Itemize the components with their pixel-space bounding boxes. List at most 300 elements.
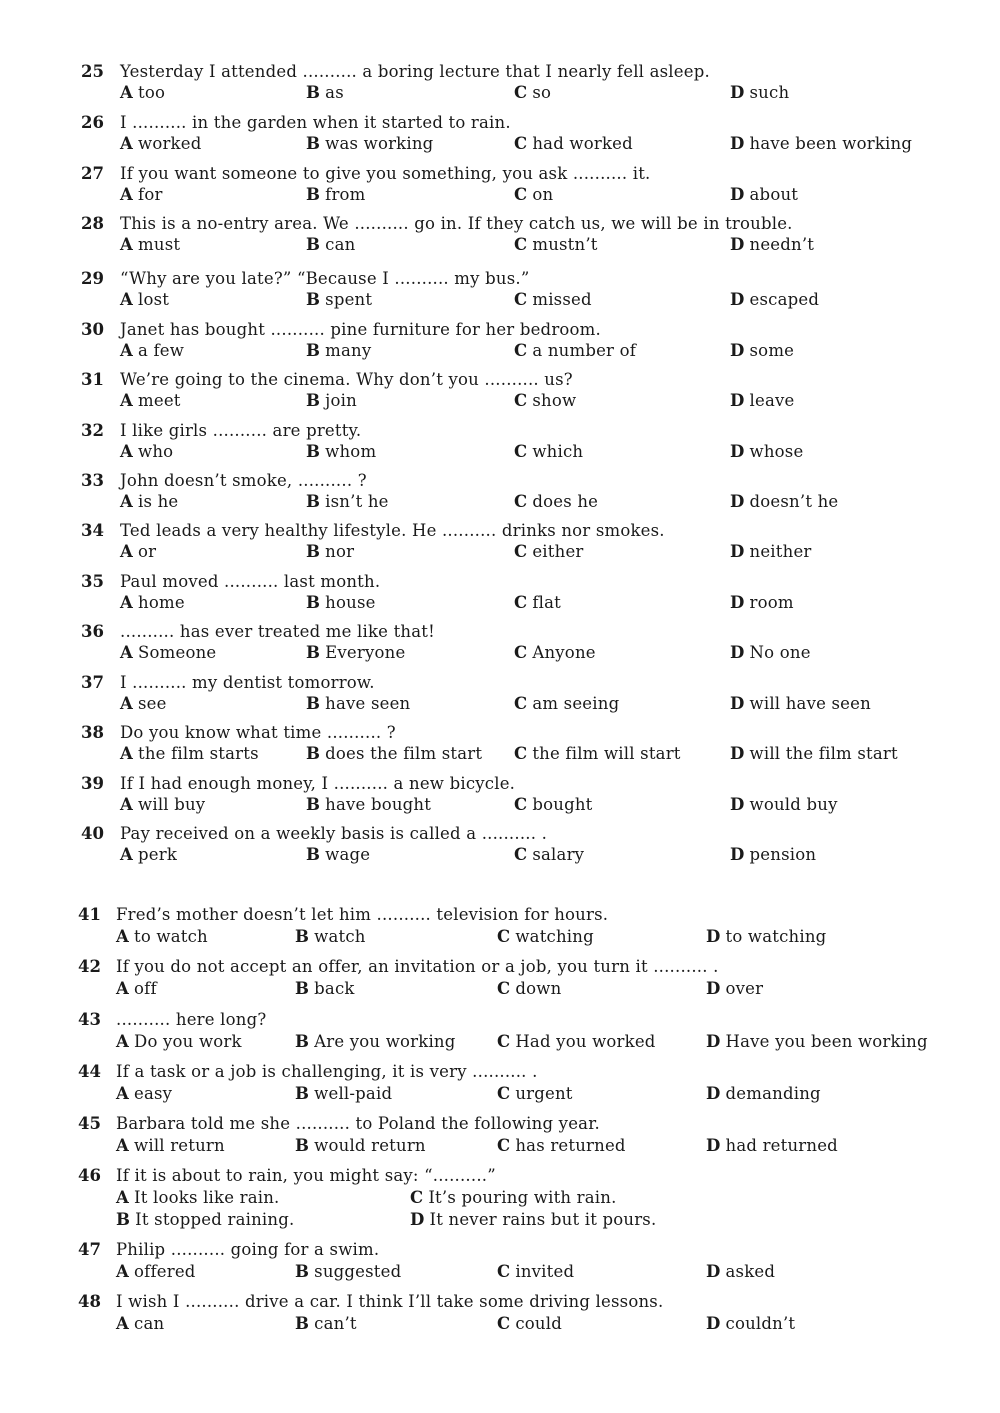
question-stem: If you want someone to give you something, you ask .......... it. [120,164,651,183]
option-letter: D [706,1084,721,1103]
option-letter: C [514,83,528,102]
question-number: 43 [78,1010,101,1029]
option-letter: D [730,185,745,204]
option-text: show [532,391,577,410]
option-d[interactable] [730,83,789,102]
option-a[interactable] [120,643,216,662]
option-d[interactable] [706,1032,928,1051]
question-number: 42 [78,957,101,976]
option-text: It stopped raining. [135,1210,295,1229]
option-letter: A [120,391,134,410]
option-a[interactable] [116,927,208,946]
option-text: Are you working [314,1032,456,1051]
option-letter: D [730,442,745,461]
option-c[interactable] [497,1084,573,1103]
option-letter: A [120,235,134,254]
option-a[interactable] [116,1032,242,1051]
option-c[interactable] [514,542,584,561]
option-text: will the film start [749,744,898,763]
option-b[interactable] [295,979,355,998]
option-c[interactable] [497,1136,626,1155]
option-text: does he [532,492,599,511]
option-letter: D [730,845,745,864]
option-b[interactable] [295,1136,426,1155]
option-text: must [138,235,181,254]
question-number: 25 [81,62,104,81]
option-text: suggested [314,1262,402,1281]
option-text: nor [325,542,355,561]
question-number: 30 [81,320,104,339]
option-letter: B [306,795,321,814]
option-text: meet [138,391,181,410]
question-30 [81,320,980,370]
option-text: No one [749,643,811,662]
option-letter: B [306,492,321,511]
option-text: easy [134,1084,173,1103]
option-a[interactable] [120,593,185,612]
option-c[interactable] [514,694,619,713]
option-text: can’t [314,1314,357,1333]
option-c[interactable] [514,341,636,360]
option-text: home [138,593,185,612]
option-letter: B [306,593,321,612]
question-stem: “Why are you late?” “Because I .......... my bus.” [120,269,530,288]
option-text: Someone [138,643,217,662]
option-text: perk [138,845,178,864]
option-text: will buy [138,795,206,814]
option-d[interactable] [410,1210,656,1229]
option-letter: A [116,1262,130,1281]
option-text: see [138,694,167,713]
question-number: 36 [81,622,104,641]
option-c[interactable] [514,391,576,410]
question-stem: .......... here long? [116,1010,267,1029]
option-text: had returned [725,1136,838,1155]
option-text: demanding [725,1084,821,1103]
question-28 [81,214,980,264]
option-text: either [532,542,584,561]
question-45 [78,1114,980,1164]
option-letter: C [514,542,528,561]
option-d[interactable] [730,593,794,612]
question-number: 27 [81,164,104,183]
option-letter: D [730,643,745,662]
option-b[interactable] [306,235,355,254]
option-d[interactable] [730,643,811,662]
option-letter: C [497,1084,511,1103]
option-c[interactable] [514,290,592,309]
option-text: invited [515,1262,575,1281]
option-b[interactable] [116,1210,294,1229]
option-a[interactable] [120,442,173,461]
option-a[interactable] [116,1136,225,1155]
option-text: can [325,235,356,254]
option-text: off [134,979,157,998]
option-d[interactable] [730,134,912,153]
option-text: a number of [532,341,637,360]
option-letter: D [730,290,745,309]
option-letter: A [120,341,134,360]
question-31 [81,370,980,420]
option-a[interactable] [120,694,167,713]
option-b[interactable] [306,391,357,410]
option-d[interactable] [706,927,826,946]
question-stem: Janet has bought .......... pine furniture for her bedroom. [120,320,601,339]
option-d[interactable] [730,290,819,309]
option-d[interactable] [730,845,816,864]
option-letter: D [730,235,745,254]
option-c[interactable] [497,1262,574,1281]
option-b[interactable] [306,442,376,461]
option-letter: B [306,694,321,713]
option-letter: C [497,1314,511,1333]
option-text: would return [314,1136,426,1155]
question-stem: Pay received on a weekly basis is called a .......... . [120,824,548,843]
option-text: the film starts [138,744,259,763]
option-letter: A [120,290,134,309]
option-a[interactable] [120,391,181,410]
option-text: could [515,1314,562,1333]
option-letter: D [706,979,721,998]
option-c[interactable] [514,593,561,612]
option-a[interactable] [120,235,180,254]
question-stem: Paul moved .......... last month. [120,572,381,591]
question-stem: We’re going to the cinema. Why don’t you .......... us? [120,370,573,389]
option-letter: D [730,795,745,814]
question-stem: This is a no-entry area. We .......... go in. If they catch us, we will be in trouble. [120,214,793,233]
option-text: back [314,979,355,998]
option-text: from [325,185,366,204]
option-letter: B [295,1032,310,1051]
option-letter: A [120,185,134,204]
option-text: does the film start [325,744,483,763]
question-number: 48 [78,1292,101,1311]
option-d[interactable] [730,542,812,561]
question-number: 41 [78,905,101,924]
option-letter: B [306,290,321,309]
question-25 [81,62,980,112]
question-stem: Ted leads a very healthy lifestyle. He .......... drinks nor smokes. [120,521,665,540]
question-43 [78,1010,980,1060]
question-stem: If you do not accept an offer, an invitation or a job, you turn it .......... . [116,957,719,976]
option-b[interactable] [306,542,354,561]
option-letter: A [120,694,134,713]
question-number: 32 [81,421,104,440]
option-letter: A [116,1136,130,1155]
option-b[interactable] [295,1314,357,1333]
option-letter: A [116,979,130,998]
question-32 [81,421,980,471]
question-stem: If I had enough money, I .......... a new bicycle. [120,774,516,793]
option-c[interactable] [514,744,681,763]
option-letter: B [306,643,321,662]
option-text: to watching [725,927,827,946]
option-d[interactable] [730,235,814,254]
option-b[interactable] [306,83,344,102]
option-letter: D [730,134,745,153]
question-number: 34 [81,521,104,540]
option-text: It’s pouring with rain. [428,1188,617,1207]
option-d[interactable] [730,744,898,763]
option-letter: D [706,1136,721,1155]
option-c[interactable] [514,795,593,814]
option-text: whom [325,442,377,461]
option-a[interactable] [116,1188,280,1207]
option-text: over [725,979,764,998]
option-text: down [515,979,562,998]
question-number: 47 [78,1240,101,1259]
option-text: Had you worked [515,1032,656,1051]
question-stem: .......... has ever treated me like that! [120,622,435,641]
option-letter: A [116,1032,130,1051]
option-text: was working [325,134,434,153]
option-c[interactable] [514,134,633,153]
option-text: which [532,442,584,461]
option-b[interactable] [306,845,370,864]
question-stem: Philip .......... going for a swim. [116,1240,380,1259]
option-b[interactable] [306,290,372,309]
option-letter: C [514,643,528,662]
option-text: offered [134,1262,196,1281]
option-letter: C [410,1188,424,1207]
option-letter: D [730,391,745,410]
option-d[interactable] [730,492,838,511]
option-letter: A [120,795,134,814]
question-47 [78,1240,980,1290]
option-letter: D [706,1032,721,1051]
option-d[interactable] [730,391,794,410]
question-stem: If it is about to rain, you might say: “..........” [116,1166,496,1185]
option-d[interactable] [706,1314,795,1333]
option-letter: C [514,290,528,309]
question-29 [81,269,980,319]
option-b[interactable] [306,744,482,763]
option-a[interactable] [120,845,177,864]
option-letter: D [730,341,745,360]
option-text: watching [515,927,594,946]
option-letter: C [514,185,528,204]
option-a[interactable] [120,492,178,511]
question-27 [81,164,980,214]
question-number: 44 [78,1062,101,1081]
option-b[interactable] [306,643,405,662]
option-b[interactable] [306,341,371,360]
option-a[interactable] [120,83,165,102]
option-text: am seeing [532,694,620,713]
option-c[interactable] [514,442,583,461]
option-letter: C [514,744,528,763]
question-42 [78,957,980,1007]
option-c[interactable] [514,643,596,662]
option-letter: C [514,795,528,814]
question-stem: Do you know what time .......... ? [120,723,396,742]
option-letter: D [410,1210,425,1229]
option-b[interactable] [306,694,410,713]
option-text: for [138,185,163,204]
option-text: some [749,341,795,360]
option-text: who [138,442,174,461]
option-text: Do you work [134,1032,242,1051]
option-text: is he [138,492,179,511]
option-text: Anyone [532,643,596,662]
question-stem: I wish I .......... drive a car. I think I’ll take some driving lessons. [116,1292,664,1311]
question-48 [78,1292,980,1342]
option-text: room [749,593,794,612]
option-letter: C [497,979,511,998]
option-d[interactable] [730,185,798,204]
question-36 [81,622,980,672]
option-c[interactable] [497,1032,656,1051]
option-a[interactable] [120,341,184,360]
option-c[interactable] [514,845,584,864]
option-a[interactable] [120,542,156,561]
question-46 [78,1166,980,1229]
option-letter: C [514,235,528,254]
option-letter: C [514,593,528,612]
option-letter: B [295,979,310,998]
option-a[interactable] [116,979,157,998]
option-letter: D [730,694,745,713]
option-letter: D [730,744,745,763]
option-c[interactable] [514,185,553,204]
option-b[interactable] [295,927,366,946]
option-d[interactable] [706,1262,775,1281]
option-text: It looks like rain. [134,1188,280,1207]
option-a[interactable] [120,744,259,763]
question-number: 37 [81,673,104,692]
question-stem: Barbara told me she .......... to Poland the following year. [116,1114,600,1133]
option-text: has returned [515,1136,626,1155]
option-b[interactable] [306,593,376,612]
option-letter: D [706,1262,721,1281]
option-text: have bought [325,795,432,814]
option-d[interactable] [706,979,763,998]
option-letter: D [730,593,745,612]
option-c[interactable] [497,1314,562,1333]
question-stem: I like girls .......... are pretty. [120,421,362,440]
option-letter: A [120,744,134,763]
option-text: had worked [532,134,633,153]
option-letter: C [497,1262,511,1281]
option-text: as [325,83,344,102]
option-text: bought [532,795,593,814]
option-text: a few [138,341,185,360]
option-a[interactable] [120,795,205,814]
option-letter: C [514,694,528,713]
question-number: 33 [81,471,104,490]
option-c[interactable] [410,1188,617,1207]
option-letter: B [295,1136,310,1155]
option-b[interactable] [295,1262,401,1281]
option-letter: D [730,492,745,511]
option-letter: B [295,927,310,946]
option-text: worked [138,134,202,153]
option-letter: C [514,134,528,153]
question-40 [81,824,980,874]
option-letter: C [497,927,511,946]
option-letter: C [497,1136,511,1155]
question-number: 38 [81,723,104,742]
option-text: wage [325,845,371,864]
option-c[interactable] [514,492,598,511]
option-d[interactable] [706,1136,838,1155]
option-text: such [749,83,790,102]
option-b[interactable] [306,795,431,814]
option-b[interactable] [306,134,433,153]
option-letter: C [514,442,528,461]
option-text: neither [749,542,812,561]
option-text: missed [532,290,592,309]
question-number: 28 [81,214,104,233]
option-c[interactable] [497,979,561,998]
option-a[interactable] [116,1262,196,1281]
option-letter: B [306,341,321,360]
option-b[interactable] [306,185,366,204]
option-b[interactable] [306,492,389,511]
option-text: leave [749,391,795,410]
option-d[interactable] [706,1084,821,1103]
option-text: would buy [749,795,838,814]
option-d[interactable] [730,442,803,461]
option-d[interactable] [730,795,838,814]
option-text: too [138,83,166,102]
option-b[interactable] [295,1032,456,1051]
option-c[interactable] [514,235,598,254]
option-letter: C [514,341,528,360]
option-letter: B [295,1262,310,1281]
option-text: couldn’t [725,1314,796,1333]
option-letter: B [306,542,321,561]
question-34 [81,521,980,571]
option-text: or [138,542,157,561]
option-a[interactable] [120,134,202,153]
option-text: Everyone [325,643,406,662]
option-c[interactable] [497,927,594,946]
option-a[interactable] [116,1084,172,1103]
option-letter: B [306,845,321,864]
option-a[interactable] [120,290,169,309]
question-stem: John doesn’t smoke, .......... ? [120,471,367,490]
option-a[interactable] [120,185,163,204]
option-b[interactable] [295,1084,392,1103]
option-text: so [532,83,552,102]
question-39 [81,774,980,824]
option-d[interactable] [730,694,871,713]
option-d[interactable] [730,341,794,360]
option-letter: A [120,643,134,662]
option-text: on [532,185,554,204]
option-text: mustn’t [532,235,598,254]
question-number: 31 [81,370,104,389]
option-text: the film will start [532,744,681,763]
option-text: join [325,391,357,410]
option-text: house [325,593,376,612]
option-letter: B [306,391,321,410]
option-c[interactable] [514,83,551,102]
question-number: 29 [81,269,104,288]
option-letter: C [514,845,528,864]
option-letter: A [116,1314,130,1333]
option-text: It never rains but it pours. [429,1210,657,1229]
option-letter: A [116,1188,130,1207]
option-text: flat [532,593,561,612]
question-38 [81,723,980,773]
option-text: have been working [749,134,913,153]
option-letter: B [116,1210,131,1229]
option-letter: A [120,593,134,612]
option-a[interactable] [116,1314,164,1333]
option-letter: B [306,83,321,102]
